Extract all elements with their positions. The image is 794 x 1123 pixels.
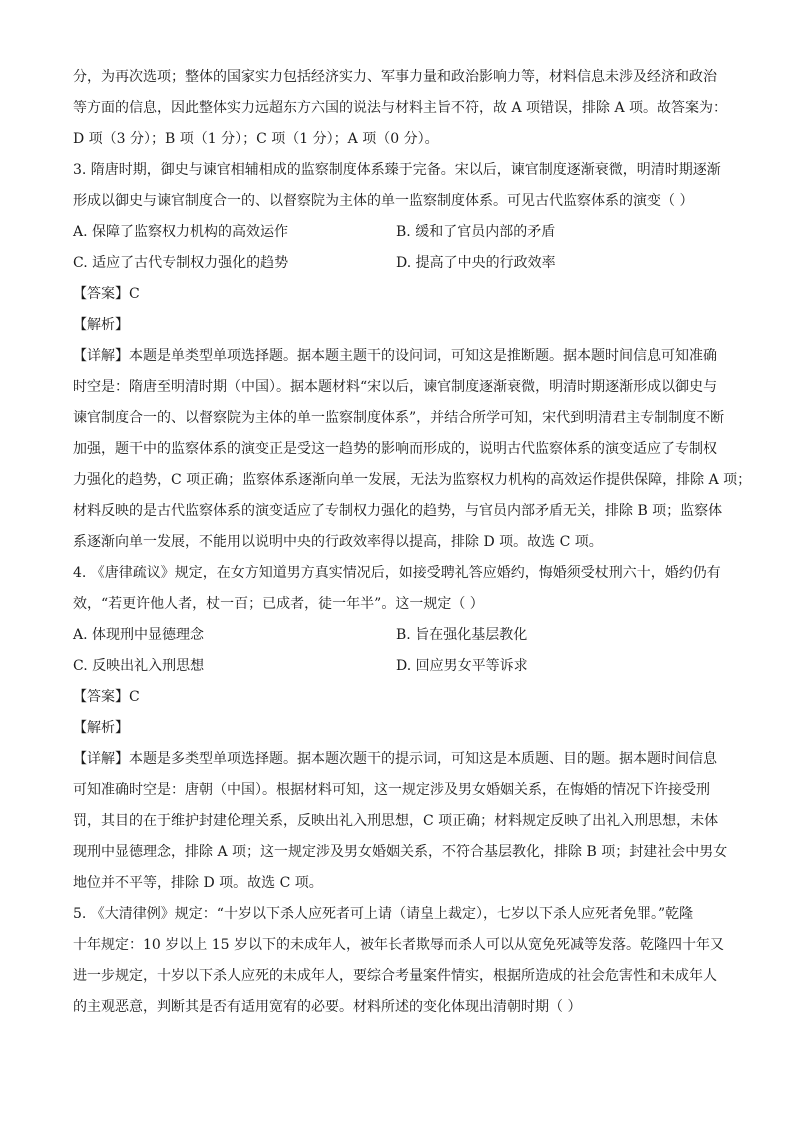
question-3-stem: 3. 隋唐时期，御史与谏官相辅相成的监察制度体系臻于完备。宋以后，谏官制度逐渐衰微，明清时期逐渐 [73, 162, 721, 178]
question-3-detail: 力强化的趋势，C 项正确；监察体系逐渐向单一发展，无法为监察权力机构的高效运作提供保障，排除 A 项； [73, 472, 752, 488]
question-3-detail: 加强，题干中的监察体系的演变正是受这一趋势的影响而形成的，说明古代监察体系的演变适应了专制权 [73, 441, 717, 457]
question-4-stem: 4. 《唐律疏议》规定，在女方知道男方真实情况后，如接受聘礼答应婚约，悔婚须受杖刑六十，婚约仍有 [73, 565, 721, 581]
question-4-stem: 效，“若更许他人者，杖一百；已成者，徒一年半”。这一规定（ ） [73, 596, 484, 612]
intro-line: 等方面的信息，因此整体实力远超东方六国的说法与材料主旨不符，故 A 项错误，排除 A 项。故答案为： [73, 100, 728, 116]
intro-line: D 项（3 分）；B 项（1 分）；C 项（1 分）；A 项（0 分）。 [73, 131, 439, 147]
question-3-option-a: A. 保障了监察权力机构的高效运作 [73, 224, 289, 240]
question-3-detail: 系逐渐向单一发展，不能用以说明中央的行政效率得以提高，排除 D 项。故选 C 项。 [73, 534, 603, 550]
question-5-stem: 的主观恶意，判断其是否有适用宽宥的必要。材料所述的变化体现出清朝时期（ ） [73, 999, 582, 1015]
intro-line: 分，为再次选项；整体的国家实力包括经济实力、军事力量和政治影响力等，材料信息未涉及经济和政治 [73, 69, 717, 85]
question-4-analysis-label: 【解析】 [73, 720, 129, 736]
question-3-detail: 谏官制度合一的、以督察院为主体的单一监察制度体系”，并结合所学可知，宋代到明清君主专制制度不断 [73, 410, 725, 426]
question-4-answer: 【答案】C [73, 689, 140, 705]
question-5-stem: 进一步规定，十岁以下杀人应死的未成年人，要综合考量案件情实，根据所造成的社会危害性和未成年人 [73, 968, 717, 984]
question-4-option-d: D. 回应男女平等诉求 [396, 658, 528, 674]
question-4-option-b: B. 旨在强化基层教化 [396, 627, 528, 643]
question-3-analysis-label: 【解析】 [73, 317, 129, 333]
question-3-option-d: D. 提高了中央的行政效率 [396, 255, 556, 271]
question-4-detail: 现刑中显德理念，排除 A 项；这一规定涉及男女婚姻关系，不符合基层教化，排除 B 项；封建社会中男女 [73, 844, 728, 860]
question-3-stem: 形成以御史与谏官制度合一的、以督察院为主体的单一监察制度体系。可见古代监察体系的演变（ ） [73, 193, 694, 209]
question-4-detail: 地位并不平等，排除 D 项。故选 C 项。 [73, 875, 323, 891]
question-4-detail: 可知准确时空是：唐朝（中国）。根据材料可知，这一规定涉及男女婚姻关系，在悔婚的情况下许接受刑 [73, 782, 710, 798]
question-4-detail: 【详解】本题是多类型单项选择题。据本题次题干的提示词，可知这是本质题、目的题。据本题时间信息 [73, 751, 717, 767]
question-4-option-c: C. 反映出礼入刑思想 [73, 658, 205, 674]
question-3-option-b: B. 缓和了官员内部的矛盾 [396, 224, 556, 240]
question-5-stem: 5. 《大清律例》规定：“十岁以下杀人应死者可上请（请皇上裁定），七岁以下杀人应死者免罪。”乾隆 [73, 906, 694, 922]
question-3-answer: 【答案】C [73, 286, 140, 302]
question-3-option-c: C. 适应了古代专制权力强化的趋势 [73, 255, 289, 271]
question-3-detail: 材料反映的是古代监察体系的演变适应了专制权力强化的趋势，与官员内部矛盾无关，排除 B 项；监察体 [73, 503, 723, 519]
question-4-detail: 罚，其目的在于维护封建伦理关系，反映出礼入刑思想，C 项正确；材料规定反映了出礼入刑思想，未体 [73, 813, 719, 829]
question-3-detail: 时空是：隋唐至明清时期（中国）。据本题材料“宋以后，谏官制度逐渐衰微，明清时期逐渐形成以御史与 [73, 379, 718, 395]
question-4-option-a: A. 体现刑中显德理念 [73, 627, 205, 643]
question-5-stem: 十年规定：10 岁以上 15 岁以下的未成年人，被年长者欺辱而杀人可以从宽免死减等发落。乾隆四十年又 [73, 937, 724, 953]
question-3-detail: 【详解】本题是单类型单项选择题。据本题主题干的设问词，可知这是推断题。据本题时间信息可知准确 [73, 348, 717, 364]
